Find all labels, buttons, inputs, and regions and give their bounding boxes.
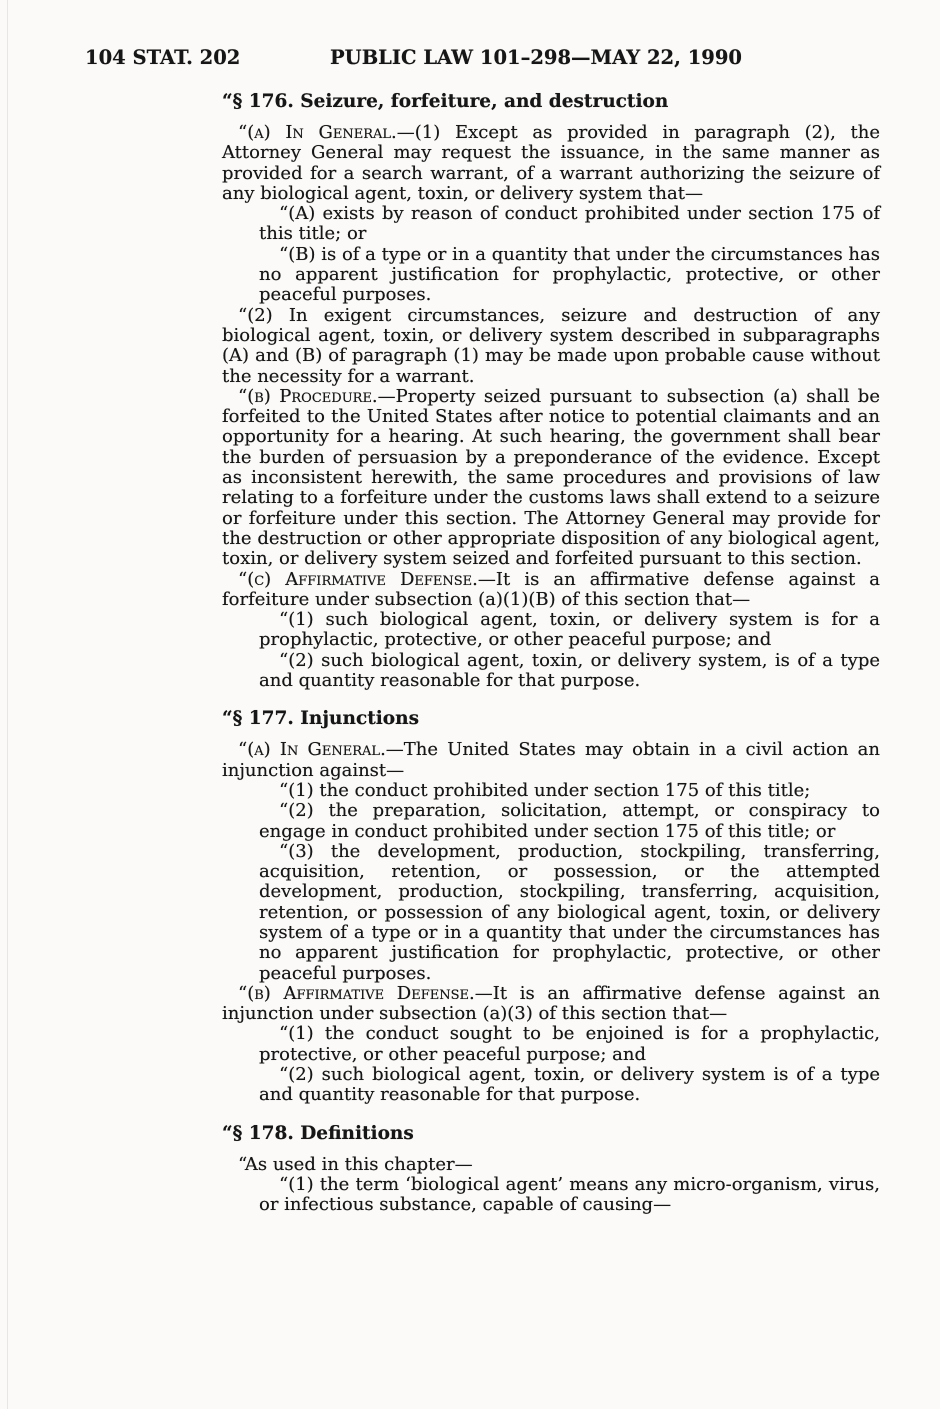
paragraph: “(A) exists by reason of conduct prohibited under section 175 of this title; or [259,203,880,245]
paragraph: “(3) the development, production, stockpiling, transferring, acquisition, retention, or possession, or the attempted development, production, stockpiling, transferring, acquisition, retention, or possession of any biological agent, toxin, or delivery system of a type or in a quantity that under the circumstances has no apparent justification for prophylactic, protective, or other peaceful purposes. [259,840,880,984]
section-heading: “§ 177. Injunctions [222,708,419,730]
paragraph: “(1) the conduct sought to be enjoined is for a prophylactic, protective, or other peaceful purpose; and [259,1023,880,1065]
section-heading: “§ 178. Definitions [222,1122,414,1144]
paragraph: “(b) Procedure.—Property seized pursuant to subsection (a) shall be forfeited to the United States after notice to potential claimants and an opportunity for a hearing. At such hearing, the government shall bear the burden of persuasion by a preponderance of the evidence. Except as inconsistent herewith, the same procedures and provisions of law relating to a forfeiture under the customs laws shall extend to a seizure or forfeiture under this section. The Attorney General may provide for the destruction or other appropriate disposition of any biological agent, toxin, or delivery system seized and forfeited pursuant to this section. [222,385,880,570]
paragraph: “(1) the term ‘biological agent’ means any micro-organism, virus, or infectious substance, capable of causing— [259,1173,880,1216]
paragraph: “(a) In General.—(1) Except as provided in paragraph (2), the Attorney General may request the issuance, in the same manner as provided for a search warrant, of a warrant authorizing the seizure of any biological agent, toxin, or delivery system that— [222,122,881,204]
smallcaps-lead: “(a) In General. [238,122,397,143]
smallcaps-lead: “(b) Affirmative Defense. [238,982,475,1004]
statute-page-number: 104 STAT. 202 [85,46,241,69]
section-heading: “§ 176. Seizure, forfeiture, and destruction [222,91,669,112]
paragraph: “(2) such biological agent, toxin, or delivery system is of a type and quantity reasonable for that purpose. [259,1064,880,1106]
paragraph: “(b) Affirmative Defense.—It is an affirmative defense against an injunction under subsection (a)(3) of this section that— [222,982,880,1025]
paragraph: “(2) such biological agent, toxin, or delivery system, is of a type and quantity reasonable for that purpose. [259,649,880,692]
page-header [0,46,940,70]
paragraph: “(c) Affirmative Defense.—It is an affirmative defense against a forfeiture under subsection (a)(1)(B) of this section that— [222,568,880,610]
paragraph: “(B) is of a type or in a quantity that under the circumstances has no apparent justification for prophylactic, protective, or other peaceful purposes. [259,243,880,306]
paragraph: “(2) the preparation, solicitation, attempt, or conspiracy to engage in conduct prohibited under section 175 of this title; or [259,800,880,842]
smallcaps-lead: “(b) Procedure. [238,385,378,407]
paragraph: “(1) the conduct prohibited under section 175 of this title; [279,779,811,801]
paragraph: “(1) such biological agent, toxin, or delivery system is for a prophylactic, protective, or other peaceful purpose; and [259,609,880,651]
document-body [222,90,880,1216]
smallcaps-lead: “(c) Affirmative Defense. [238,568,478,590]
paragraph: “(2) In exigent circumstances, seizure and destruction of any biological agent, toxin, or delivery system described in subparagraphs (A) and (B) of paragraph (1) may be made upon probable cause without the necessity for a warrant. [222,304,880,387]
paragraph: “As used in this chapter— [238,1153,473,1175]
law-title: PUBLIC LAW 101–298—MAY 22, 1990 [330,46,742,69]
smallcaps-lead: “(a) In General. [238,739,386,761]
paragraph: “(a) In General.—The United States may obtain in a civil action an injunction against— [222,739,880,781]
